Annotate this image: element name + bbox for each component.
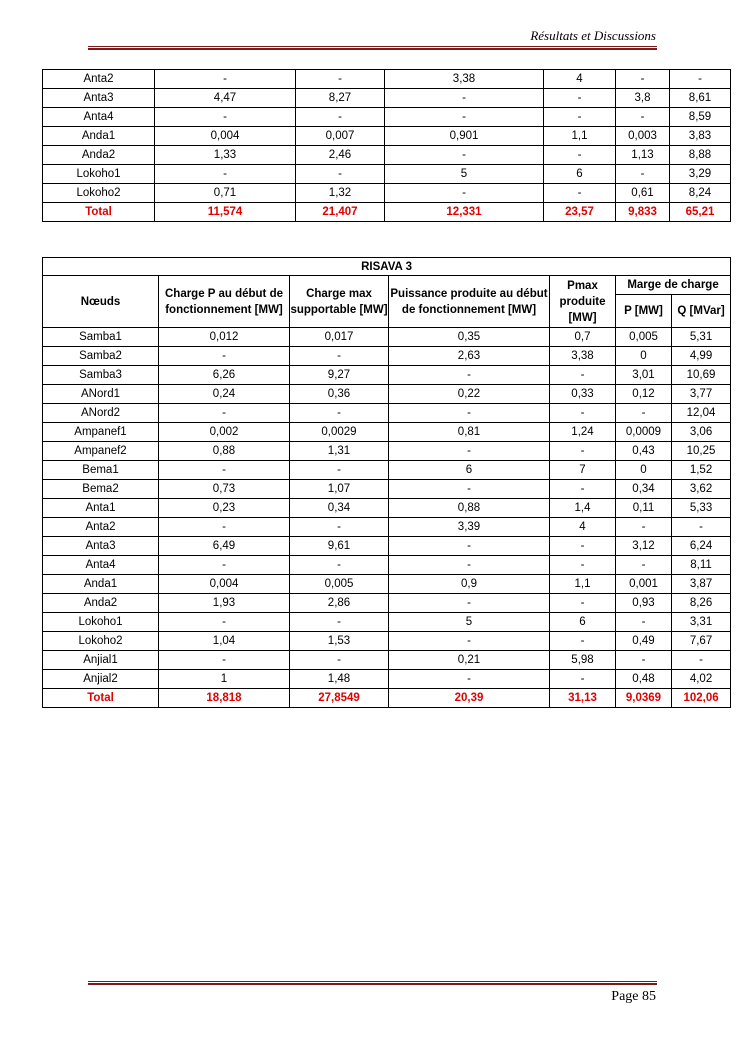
table-cell: - (290, 651, 389, 670)
table-cell: 3,31 (672, 613, 731, 632)
table-cell: 1,07 (290, 480, 389, 499)
table-cell: 0,004 (155, 127, 296, 146)
table-cell: - (389, 480, 550, 499)
table-cell: 0,35 (389, 328, 550, 347)
table-cell: Bema2 (43, 480, 159, 499)
table-cell: 1,48 (290, 670, 389, 689)
table-cell: 0,73 (159, 480, 290, 499)
table-cell: - (616, 651, 672, 670)
table-cell: 1,1 (550, 575, 616, 594)
risava3-table (42, 257, 731, 708)
table-cell: 3,29 (670, 165, 731, 184)
total-cell: 18,818 (159, 689, 290, 708)
table-cell: 9,27 (290, 366, 389, 385)
table-cell: - (670, 70, 731, 89)
table-cell: - (544, 89, 616, 108)
table-cell: - (389, 670, 550, 689)
total-cell: Total (43, 689, 159, 708)
table-cell: Lokoho1 (43, 165, 155, 184)
table-cell: 1,1 (544, 127, 616, 146)
table-cell: 7 (550, 461, 616, 480)
total-row (43, 689, 731, 708)
table-cell: Anta4 (43, 556, 159, 575)
header-charge-p: Charge P au début de fonctionnement [MW] (159, 276, 290, 328)
table-cell: ANord1 (43, 385, 159, 404)
table-cell: 0,48 (616, 670, 672, 689)
table-cell: 3,87 (672, 575, 731, 594)
table-cell: - (616, 108, 670, 127)
total-cell: 9,0369 (616, 689, 672, 708)
table-cell: Anjial2 (43, 670, 159, 689)
table-cell: 10,69 (672, 366, 731, 385)
table-cell: - (544, 146, 616, 165)
table-cell: 0,88 (159, 442, 290, 461)
table-row (43, 89, 731, 108)
table-row (43, 108, 731, 127)
table-cell: 0,21 (389, 651, 550, 670)
table-cell: Samba3 (43, 366, 159, 385)
table-cell: 9,61 (290, 537, 389, 556)
table-cell: 8,24 (670, 184, 731, 203)
table-cell: - (389, 366, 550, 385)
table-cell: 1,93 (159, 594, 290, 613)
table-cell: - (159, 347, 290, 366)
table-cell: 6,49 (159, 537, 290, 556)
header-p: P [MW] (616, 295, 672, 328)
table-cell: - (385, 89, 544, 108)
table-cell: - (616, 70, 670, 89)
header-marge: Marge de charge (616, 276, 731, 295)
table-cell: 0 (616, 461, 672, 480)
table-cell: - (296, 108, 385, 127)
table-row (43, 404, 731, 423)
table-cell: 1 (159, 670, 290, 689)
table-cell: - (290, 613, 389, 632)
table-cell: 0,34 (616, 480, 672, 499)
table-cell: Anta3 (43, 89, 155, 108)
table-cell: Anta2 (43, 70, 155, 89)
table-cell: - (155, 165, 296, 184)
table-cell: Anta1 (43, 499, 159, 518)
table-cell: 0,81 (389, 423, 550, 442)
table-cell: - (159, 518, 290, 537)
table-cell: Anta3 (43, 537, 159, 556)
table-cell: Lokoho2 (43, 632, 159, 651)
total-cell: 21,407 (296, 203, 385, 222)
table-cell: 10,25 (672, 442, 731, 461)
table-cell: 0 (616, 347, 672, 366)
footer-rule (88, 981, 657, 985)
table-row (43, 651, 731, 670)
table-cell: - (389, 594, 550, 613)
table-row (43, 632, 731, 651)
table-cell: 0,93 (616, 594, 672, 613)
table-cell: - (672, 651, 731, 670)
table-cell: 0,007 (296, 127, 385, 146)
header-rule (88, 46, 657, 50)
total-cell: 12,331 (385, 203, 544, 222)
table-cell: Lokoho1 (43, 613, 159, 632)
table-cell: 0,012 (159, 328, 290, 347)
header-puissance: Puissance produite au début de fonctionnement [MW] (389, 276, 550, 328)
table-cell: 3,06 (672, 423, 731, 442)
table-cell: 6 (550, 613, 616, 632)
total-cell: 65,21 (670, 203, 731, 222)
table-row (43, 423, 731, 442)
table-cell: 0,23 (159, 499, 290, 518)
table-cell: Bema1 (43, 461, 159, 480)
table-cell: - (385, 146, 544, 165)
table-cell: - (385, 184, 544, 203)
table-cell: - (159, 556, 290, 575)
running-header: Résultats et Discussions (530, 28, 656, 43)
table-cell: - (290, 518, 389, 537)
table-cell: - (550, 480, 616, 499)
table-cell: - (389, 442, 550, 461)
table-cell: Samba1 (43, 328, 159, 347)
table-cell: - (290, 404, 389, 423)
table-cell: - (544, 184, 616, 203)
table-cell: 1,31 (290, 442, 389, 461)
table-row (43, 556, 731, 575)
table-cell: Anda1 (43, 575, 159, 594)
table-cell: 8,61 (670, 89, 731, 108)
table-cell: 0,88 (389, 499, 550, 518)
table-cell: 12,04 (672, 404, 731, 423)
total-cell: 9,833 (616, 203, 670, 222)
table-cell: 0,017 (290, 328, 389, 347)
table-cell: - (616, 556, 672, 575)
table-cell: 8,26 (672, 594, 731, 613)
table-row (43, 146, 731, 165)
table-row (43, 670, 731, 689)
table-cell: 0,001 (616, 575, 672, 594)
table-cell: 1,33 (155, 146, 296, 165)
table-cell: 5 (389, 613, 550, 632)
table-cell: 2,63 (389, 347, 550, 366)
table-cell: 0,43 (616, 442, 672, 461)
header-q: Q [MVar] (672, 295, 731, 328)
table-cell: ANord2 (43, 404, 159, 423)
table-cell: - (159, 461, 290, 480)
table-cell: 0,004 (159, 575, 290, 594)
table-cell: - (550, 556, 616, 575)
table-cell: 0,0029 (290, 423, 389, 442)
table-cell: - (290, 347, 389, 366)
table-cell: 3,12 (616, 537, 672, 556)
table-cell: 3,8 (616, 89, 670, 108)
table-cell: - (290, 556, 389, 575)
table-cell: Anda2 (43, 146, 155, 165)
table-cell: 4,02 (672, 670, 731, 689)
table-cell: - (616, 404, 672, 423)
table-cell: 0,22 (389, 385, 550, 404)
table-row (43, 461, 731, 480)
table-row (43, 328, 731, 347)
table-cell: - (155, 108, 296, 127)
table-cell: 0,9 (389, 575, 550, 594)
table-cell: 0,71 (155, 184, 296, 203)
table-row (43, 575, 731, 594)
results-table-continued (42, 69, 731, 222)
table-cell: 0,005 (290, 575, 389, 594)
total-cell: 20,39 (389, 689, 550, 708)
table-cell: - (389, 404, 550, 423)
table-row (43, 442, 731, 461)
table-row (43, 537, 731, 556)
table-cell: - (672, 518, 731, 537)
table-cell: - (550, 632, 616, 651)
table-cell: - (290, 461, 389, 480)
table-cell: 0,34 (290, 499, 389, 518)
table-row (43, 499, 731, 518)
table-cell: - (389, 537, 550, 556)
table-cell: Ampanef1 (43, 423, 159, 442)
table-caption: RISAVA 3 (43, 258, 731, 276)
table-cell: - (550, 594, 616, 613)
table-cell: - (296, 70, 385, 89)
table-cell: - (159, 651, 290, 670)
table-cell: 8,59 (670, 108, 731, 127)
table-row (43, 594, 731, 613)
total-row (43, 203, 731, 222)
header-charge-max: Charge max supportable [MW] (290, 276, 389, 328)
table-cell: 5,98 (550, 651, 616, 670)
table-cell: - (616, 613, 672, 632)
table-cell: Ampanef2 (43, 442, 159, 461)
table-cell: 3,38 (385, 70, 544, 89)
table-cell: - (155, 70, 296, 89)
table-cell: 3,39 (389, 518, 550, 537)
table2-body (43, 328, 731, 708)
table-cell: 6 (389, 461, 550, 480)
table-cell: 4 (550, 518, 616, 537)
table-cell: - (550, 670, 616, 689)
table-row (43, 184, 731, 203)
table-row (43, 613, 731, 632)
table-cell: 3,38 (550, 347, 616, 366)
table-cell: 6,24 (672, 537, 731, 556)
table-cell: 0,61 (616, 184, 670, 203)
header-pmax: Pmax produite [MW] (550, 276, 616, 328)
table-cell: 8,11 (672, 556, 731, 575)
total-cell: Total (43, 203, 155, 222)
table-cell: - (389, 556, 550, 575)
table-cell: 8,88 (670, 146, 731, 165)
table-cell: 1,24 (550, 423, 616, 442)
table-cell: Anta2 (43, 518, 159, 537)
table-cell: - (385, 108, 544, 127)
table-cell: 0,24 (159, 385, 290, 404)
table-cell: - (550, 442, 616, 461)
table-cell: 4 (544, 70, 616, 89)
table-cell: 3,83 (670, 127, 731, 146)
total-cell: 31,13 (550, 689, 616, 708)
total-cell: 102,06 (672, 689, 731, 708)
table-cell: Lokoho2 (43, 184, 155, 203)
table-row (43, 70, 731, 89)
table-cell: 1,53 (290, 632, 389, 651)
table-row (43, 480, 731, 499)
table-cell: 0,901 (385, 127, 544, 146)
total-cell: 23,57 (544, 203, 616, 222)
table-cell: 2,86 (290, 594, 389, 613)
table-cell: - (544, 108, 616, 127)
table-cell: Anjial1 (43, 651, 159, 670)
table-cell: 0,11 (616, 499, 672, 518)
table-cell: 1,04 (159, 632, 290, 651)
table-cell: 0,0009 (616, 423, 672, 442)
table-cell: 0,002 (159, 423, 290, 442)
table-cell: 0,12 (616, 385, 672, 404)
table-cell: 6 (544, 165, 616, 184)
table-row (43, 385, 731, 404)
table-cell: 0,005 (616, 328, 672, 347)
table-cell: 1,13 (616, 146, 670, 165)
table-cell: 1,52 (672, 461, 731, 480)
table-cell: 0,49 (616, 632, 672, 651)
table-cell: - (389, 632, 550, 651)
table-row (43, 165, 731, 184)
table-cell: 4,47 (155, 89, 296, 108)
table-cell: 7,67 (672, 632, 731, 651)
table-cell: - (159, 404, 290, 423)
table-cell: - (550, 537, 616, 556)
table-cell: 6,26 (159, 366, 290, 385)
table-cell: 1,32 (296, 184, 385, 203)
table-cell: Anda1 (43, 127, 155, 146)
table-cell: - (159, 613, 290, 632)
table-row (43, 347, 731, 366)
table-cell: - (616, 518, 672, 537)
table-cell: 0,36 (290, 385, 389, 404)
table-row (43, 518, 731, 537)
table-cell: 3,01 (616, 366, 672, 385)
table-cell: Samba2 (43, 347, 159, 366)
table-cell: - (550, 404, 616, 423)
page-number: Page 85 (611, 989, 656, 1004)
table-cell: 5,31 (672, 328, 731, 347)
table-cell: - (616, 165, 670, 184)
total-cell: 27,8549 (290, 689, 389, 708)
table-cell: Anta4 (43, 108, 155, 127)
table-cell: 0,003 (616, 127, 670, 146)
total-cell: 11,574 (155, 203, 296, 222)
table-row (43, 366, 731, 385)
table-cell: 1,4 (550, 499, 616, 518)
table-cell: 0,7 (550, 328, 616, 347)
table-cell: 3,77 (672, 385, 731, 404)
table-cell: 2,46 (296, 146, 385, 165)
table-cell: 3,62 (672, 480, 731, 499)
table-cell: 5 (385, 165, 544, 184)
table-cell: 8,27 (296, 89, 385, 108)
table1-body (43, 70, 731, 222)
header-noeuds: Nœuds (43, 276, 159, 328)
table-cell: 4,99 (672, 347, 731, 366)
table-cell: 0,33 (550, 385, 616, 404)
table-row (43, 127, 731, 146)
table-cell: - (550, 366, 616, 385)
table-cell: Anda2 (43, 594, 159, 613)
table-cell: - (296, 165, 385, 184)
table-cell: 5,33 (672, 499, 731, 518)
